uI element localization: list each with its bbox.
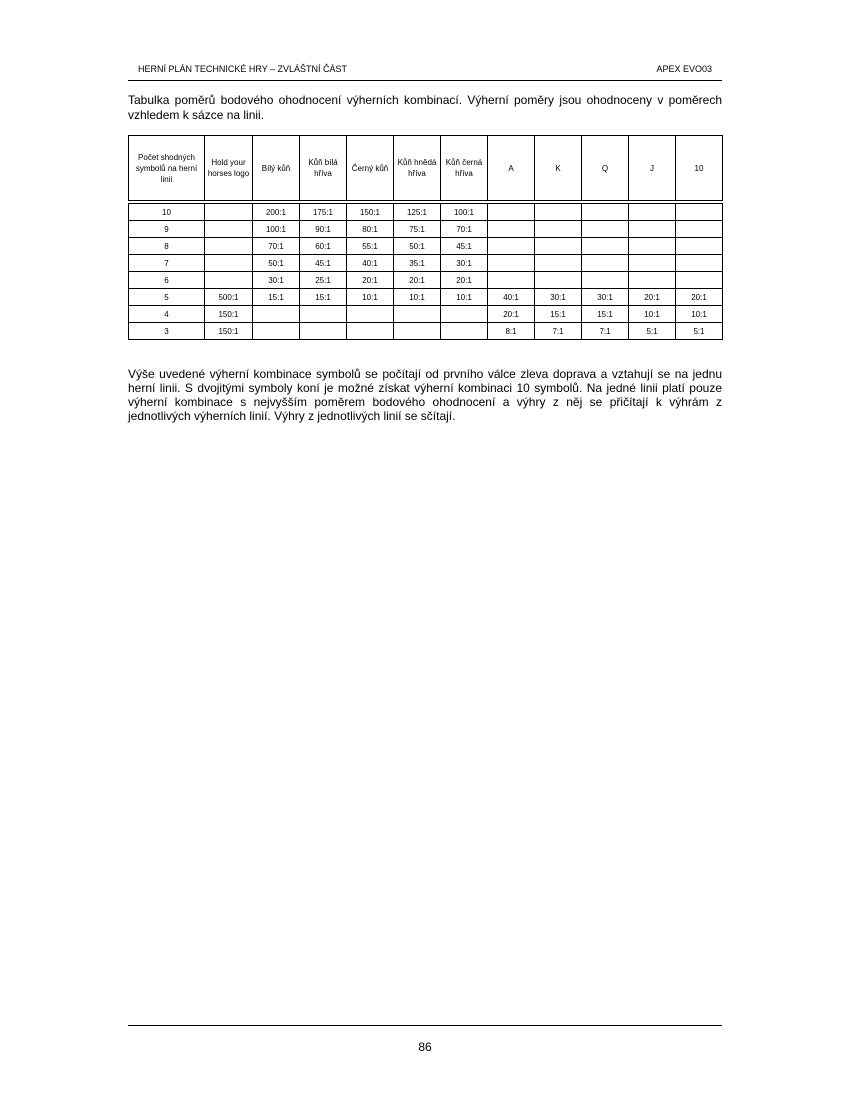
header-symbol-count: Počet shodných symbolů na herní linii	[129, 136, 205, 201]
table-cell	[347, 306, 394, 323]
table-cell	[582, 272, 629, 289]
table-cell	[205, 255, 253, 272]
page-number: 86	[418, 1040, 432, 1054]
table-cell	[676, 221, 723, 238]
header-j: J	[629, 136, 676, 201]
table-row	[129, 221, 723, 238]
table-cell: 40:1	[347, 255, 394, 272]
header-horse-white-mane: Kůň bílá hříva	[300, 136, 347, 201]
table-cell: 30:1	[441, 255, 488, 272]
table-cell	[535, 272, 582, 289]
table-cell: 40:1	[488, 289, 535, 306]
table-cell	[488, 221, 535, 238]
table-cell: 20:1	[441, 272, 488, 289]
table-cell: 7:1	[582, 323, 629, 340]
table-cell: 5:1	[676, 323, 723, 340]
table-cell: 10:1	[347, 289, 394, 306]
table-cell	[394, 306, 441, 323]
table-cell: 150:1	[347, 204, 394, 221]
table-row	[129, 289, 723, 306]
table-cell	[676, 204, 723, 221]
table-cell	[676, 238, 723, 255]
table-cell: 50:1	[394, 238, 441, 255]
table-cell	[535, 221, 582, 238]
table-cell: 500:1	[205, 289, 253, 306]
table-cell	[205, 238, 253, 255]
intro-paragraph: Tabulka poměrů bodového ohodnocení výherních kombinací. Výherní poměry jsou ohodnoceny v poměrech vzhledem k sázce na linii.	[128, 93, 722, 122]
table-cell: 150:1	[205, 306, 253, 323]
table-cell: 3	[129, 323, 205, 340]
table-cell: 20:1	[488, 306, 535, 323]
header-a: A	[488, 136, 535, 201]
table-cell	[300, 306, 347, 323]
table-cell: 55:1	[347, 238, 394, 255]
table-cell: 20:1	[676, 289, 723, 306]
table-cell	[300, 323, 347, 340]
page-header	[128, 61, 722, 81]
footer-divider	[128, 1025, 722, 1026]
table-cell: 20:1	[347, 272, 394, 289]
table-cell	[441, 323, 488, 340]
table-cell	[629, 204, 676, 221]
table-cell: 80:1	[347, 221, 394, 238]
table-row	[129, 255, 723, 272]
table-cell	[629, 221, 676, 238]
table-cell: 60:1	[300, 238, 347, 255]
table-row	[129, 238, 723, 255]
table-cell	[488, 272, 535, 289]
table-cell: 70:1	[253, 238, 300, 255]
header-horse-black-mane: Kůň černá hříva	[441, 136, 488, 201]
header-q: Q	[582, 136, 629, 201]
table-cell	[629, 255, 676, 272]
table-cell: 10	[129, 204, 205, 221]
table-cell: 90:1	[300, 221, 347, 238]
table-cell: 7:1	[535, 323, 582, 340]
table-cell: 8:1	[488, 323, 535, 340]
table-cell: 100:1	[441, 204, 488, 221]
table-cell: 6	[129, 272, 205, 289]
table-cell	[488, 204, 535, 221]
table-cell	[441, 306, 488, 323]
table-cell	[488, 255, 535, 272]
table-cell: 125:1	[394, 204, 441, 221]
table-row	[129, 272, 723, 289]
header-black-horse: Černý kůň	[347, 136, 394, 201]
header-10: 10	[676, 136, 723, 201]
table-cell: 10:1	[394, 289, 441, 306]
table-cell: 10:1	[441, 289, 488, 306]
table-cell: 30:1	[253, 272, 300, 289]
header-logo: Hold your horses logo	[205, 136, 253, 201]
table-cell: 100:1	[253, 221, 300, 238]
table-cell	[253, 323, 300, 340]
table-cell	[205, 221, 253, 238]
payout-table	[128, 135, 723, 340]
table-cell: 8	[129, 238, 205, 255]
table-cell: 9	[129, 221, 205, 238]
table-cell	[253, 306, 300, 323]
table-cell	[205, 204, 253, 221]
table-cell: 50:1	[253, 255, 300, 272]
table-cell: 175:1	[300, 204, 347, 221]
table-header-row	[129, 136, 723, 201]
table-cell: 4	[129, 306, 205, 323]
table-cell	[535, 204, 582, 221]
table-cell: 35:1	[394, 255, 441, 272]
table-row	[129, 306, 723, 323]
table-cell: 15:1	[582, 306, 629, 323]
table-cell	[582, 221, 629, 238]
table-cell: 200:1	[253, 204, 300, 221]
table-cell: 30:1	[535, 289, 582, 306]
table-cell: 30:1	[582, 289, 629, 306]
table-cell	[347, 323, 394, 340]
table-cell: 5:1	[629, 323, 676, 340]
header-horse-brown-mane: Kůň hnědá hříva	[394, 136, 441, 201]
table-cell: 10:1	[676, 306, 723, 323]
table-cell: 25:1	[300, 272, 347, 289]
table-cell	[535, 255, 582, 272]
table-cell: 150:1	[205, 323, 253, 340]
table-cell	[535, 238, 582, 255]
table-cell: 15:1	[253, 289, 300, 306]
table-cell	[488, 238, 535, 255]
table-cell: 20:1	[629, 289, 676, 306]
table-row	[129, 323, 723, 340]
header-title: HERNÍ PLÁN TECHNICKÉ HRY – ZVLÁŠTNÍ ČÁST	[138, 64, 348, 74]
table-cell: 45:1	[441, 238, 488, 255]
table-cell: 15:1	[535, 306, 582, 323]
table-cell	[676, 272, 723, 289]
table-cell: 75:1	[394, 221, 441, 238]
header-document-code: APEX EVO03	[656, 64, 712, 74]
table-cell: 10:1	[629, 306, 676, 323]
table-cell: 15:1	[300, 289, 347, 306]
table-cell	[629, 238, 676, 255]
table-cell: 45:1	[300, 255, 347, 272]
header-white-horse: Bílý kůň	[253, 136, 300, 201]
table-cell	[205, 272, 253, 289]
table-cell	[582, 238, 629, 255]
table-cell: 70:1	[441, 221, 488, 238]
table-cell: 5	[129, 289, 205, 306]
table-row	[129, 204, 723, 221]
rules-paragraph: Výše uvedené výherní kombinace symbolů se počítají od prvního válce zleva doprava a vztahují se na jednu herní linii. S dvojitými symboly koní je možné získat výherní kombinaci 10 symbolů. Na jedné linii platí pouze výherní kombinace s nejvyšším poměrem bodového ohodnocení a výhry z něj se přičítají k výhrám z jednotlivých výherních linií. Výhry z jednotlivých linií se sčítají.	[128, 367, 722, 423]
table-cell: 7	[129, 255, 205, 272]
table-cell	[582, 255, 629, 272]
table-cell	[582, 204, 629, 221]
table-cell	[394, 323, 441, 340]
table-cell	[629, 272, 676, 289]
table-cell	[676, 255, 723, 272]
header-k: K	[535, 136, 582, 201]
table-cell: 20:1	[394, 272, 441, 289]
